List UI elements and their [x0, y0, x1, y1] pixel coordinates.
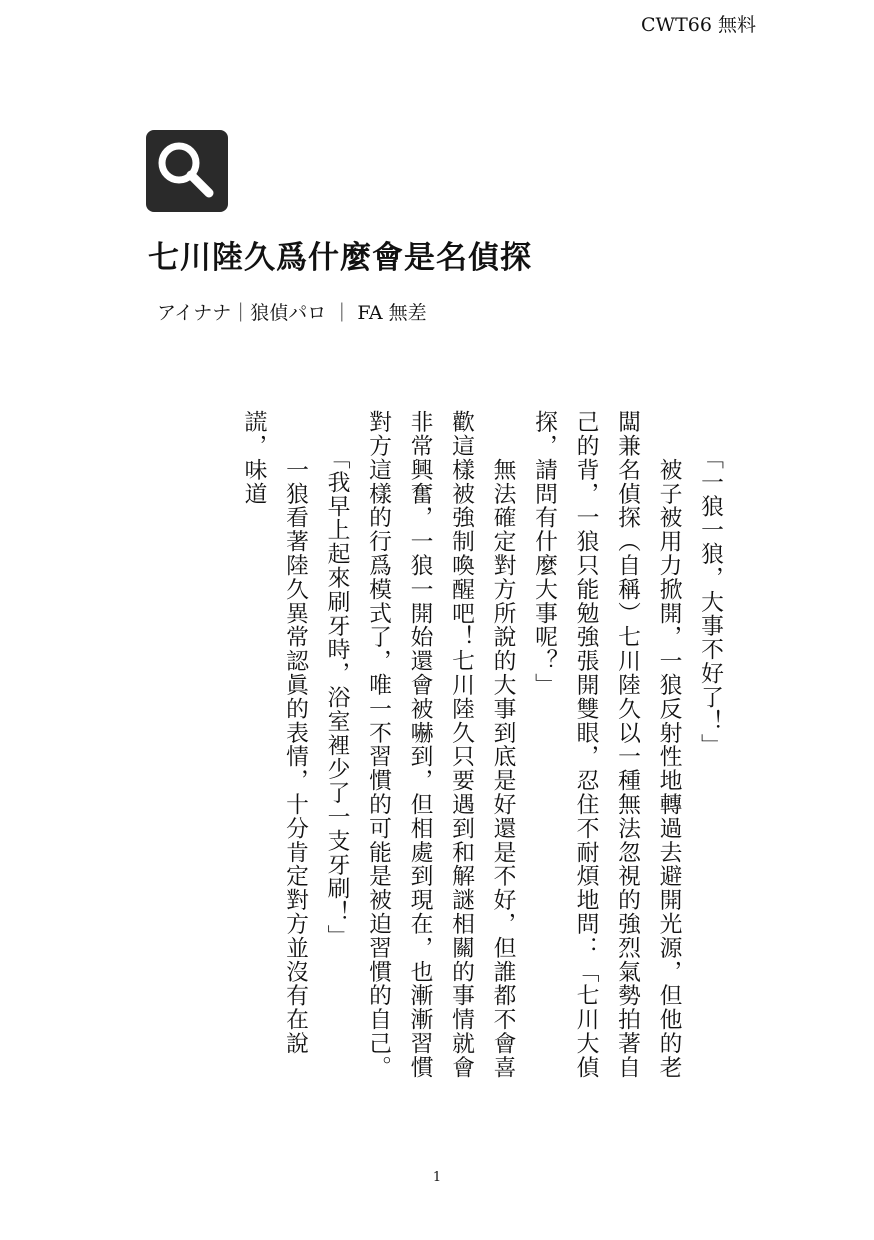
- page-number: 1: [432, 1170, 442, 1185]
- story-body: [140, 410, 730, 1090]
- paragraph: 「一狼一狼，大事不好了！」: [697, 410, 723, 758]
- event-badge: CWT66 無料: [641, 14, 756, 36]
- story-tags: アイナナ｜狼偵パロ ｜ FA 無差: [157, 302, 427, 324]
- paragraph: 「我早上起來刷牙時，浴室裡少了一支牙刷！」: [323, 410, 350, 949]
- paragraph: 一狼看著陸久異常認眞的表情，十分肯定對方並沒有在說謊，味道: [240, 410, 308, 1056]
- paragraph: 無法確定對方所說的大事到底是好還是不好，但誰都不會喜歡這樣被強制喚醒吧！七川陸久只要遇到和解謎相關的事情就會非常興奮，一狼一開始還會被嚇到，但相處到現在，也漸漸習慣對方這樣的行爲模式了，唯一不習慣的可能是被迫習慣的自己。: [365, 410, 516, 1080]
- paragraph: 被子被用力掀開，一狼反射性地轉過去避開光源，但他的老闆兼名偵探（自稱）七川陸久以一種無法忽視的強烈氣勢拍著自己的背，一狼只能勉強張開雙眼，忍住不耐煩地問：「七川大偵探，請問有什麼大事呢？」: [531, 410, 682, 1080]
- story-title: 七川陸久爲什麼會是名偵探: [148, 240, 532, 276]
- magnifier-icon: [146, 130, 228, 212]
